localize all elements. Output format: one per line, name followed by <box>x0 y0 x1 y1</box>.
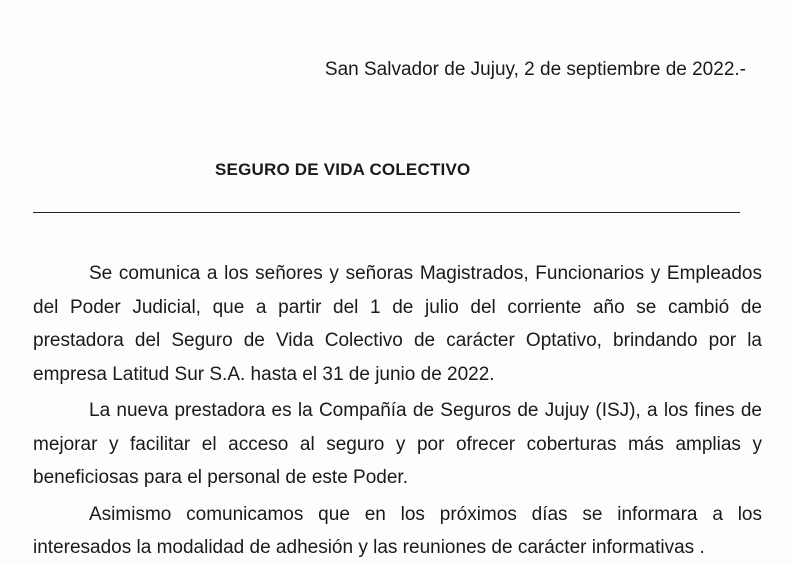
title-divider <box>33 212 740 213</box>
date-line: San Salvador de Jujuy, 2 de septiembre de 2022.- <box>324 59 746 80</box>
paragraph-1: Se comunica a los señores y señoras Magistrados, Funcionarios y Empleados del Poder Judicial, que a partir del 1 de julio del corriente año se cambió de prestadora del Seguro de Vida Colectivo de carácter Optativo, brindando por la empresa Latitud Sur S.A. hasta el 31 de junio de 2022. <box>33 263 762 385</box>
document-body <box>33 257 762 568</box>
paragraph-2: La nueva prestadora es la Compañía de Seguros de Jujuy (ISJ), a los fines de mejorar y facilitar el acceso al seguro y por ofrecer coberturas más amplias y beneficiosas para el personal de este Poder. <box>33 400 762 488</box>
paragraph-3: Asimismo comunicamos que en los próximos días se informara a los interesados la modalidad de adhesión y las reuniones de carácter informativas . <box>33 503 762 558</box>
document-title: SEGURO DE VIDA COLECTIVO <box>215 160 471 179</box>
